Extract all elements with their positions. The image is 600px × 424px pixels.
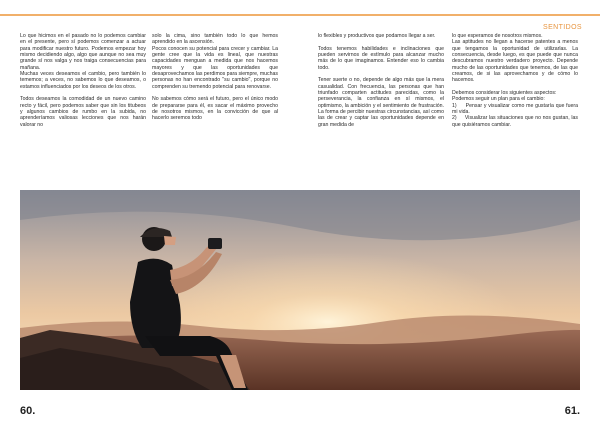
text-column-3 — [318, 33, 444, 135]
paragraph: Debemos considerar los siguientes aspectos: — [452, 90, 557, 97]
photo-illustration — [20, 190, 580, 390]
paragraph: lo flexibles y productivos que podamos llegar a ser. — [318, 33, 436, 39]
paragraph: lo que esperamos de nosotros mismos. — [452, 33, 543, 39]
paragraph: Pocos conocen su potencial para crecer y cambiar. La gente cree que la vida es lineal, que nuestras capacidades menguan a medida que nos hacemos mayores y que las oportunidades que desaprovechamos las perdimos para siempre, muchas personas no han encontrado "su cambio", porque no comprenden su tremendo potencial para renovarse. — [152, 45, 278, 90]
page-number-left: 60. — [20, 405, 36, 417]
top-divider-line — [0, 14, 600, 16]
paragraph: Muchas veces deseamos el cambio, pero también lo tememos; a veces, no sabemos lo que deseamos, o estamos influenciados por los deseos de los otros. — [20, 71, 146, 90]
text-column-1 — [20, 33, 146, 135]
paragraph: solo la cima, sino también todo lo que hemos aprendido en la ascensión. — [152, 33, 278, 46]
section-title: SENTIDOS — [543, 24, 582, 31]
text-column-4 — [452, 33, 578, 128]
sunset-photo — [20, 190, 580, 390]
list-item: 1) Pensar y visualizar como me gustaría que fuera mi vida. — [452, 102, 578, 116]
paragraph: Todos tenemos habilidades e inclinaciones que pueden servirnos de estímulo para alcanzar mucho más de lo que imaginamos. Entender eso lo cambia todo. — [318, 45, 444, 71]
paragraph: Las aptitudes no llegan a hacerse patentes a menos que tengamos la oportunidad de utilizarlas. La consecuencia, desde luego, es que puede que nunca descubramos nuestro verdadero proyecto. Depende mucho de las oportunidades que tenemos, de las que creamos, de si las aprovechamos y de cómo lo hacemos. — [452, 39, 578, 84]
paragraph: Lo que hicimos en el pasado no lo podemos cambiar en el presente, pero sí podemos comenzar a actuar para modificar nuestro futuro. Podemos empezar hoy mismo decidiendo algo, algo que aunque no sea muy grande sí nos valga y nos traiga consecuencias para mañana. — [20, 33, 146, 71]
page-number-right: 61. — [564, 405, 580, 417]
paragraph: Podemos seguir un plan para el cambio: — [452, 96, 545, 103]
paragraph: Tener suerte o no, depende de algo más que la mera casualidad. Con frecuencia, las personas que han triunfado comparten actitudes parecidas, como la perseverancia, la confianza en sí mismos, el optimismo, la ambición y el sentimiento de frustración. La forma de percibir nuestras circunstancias, así como las de crear y captar las oportunidades depende en gran medida de — [318, 77, 444, 128]
paragraph: Todos deseamos la comodidad de un nuevo camino recto y fácil, pero podemos saber que sin los titubeos y algunos cambios de rumbo en la subida, no aprenderíamos valiosas lecciones que nos harán valorar no — [20, 96, 146, 128]
list-item: 2) Visualizar las situaciones que no nos gustan, las que quisiéramos cambiar. — [452, 115, 578, 128]
paragraph: No sabemos cómo será el futuro, pero el único modo de prepararse para él, es sacar el máximo provecho de nosotros mismos, en la convicción de que al hacerlo seremos todo — [152, 96, 278, 122]
text-column-2 — [152, 33, 278, 128]
